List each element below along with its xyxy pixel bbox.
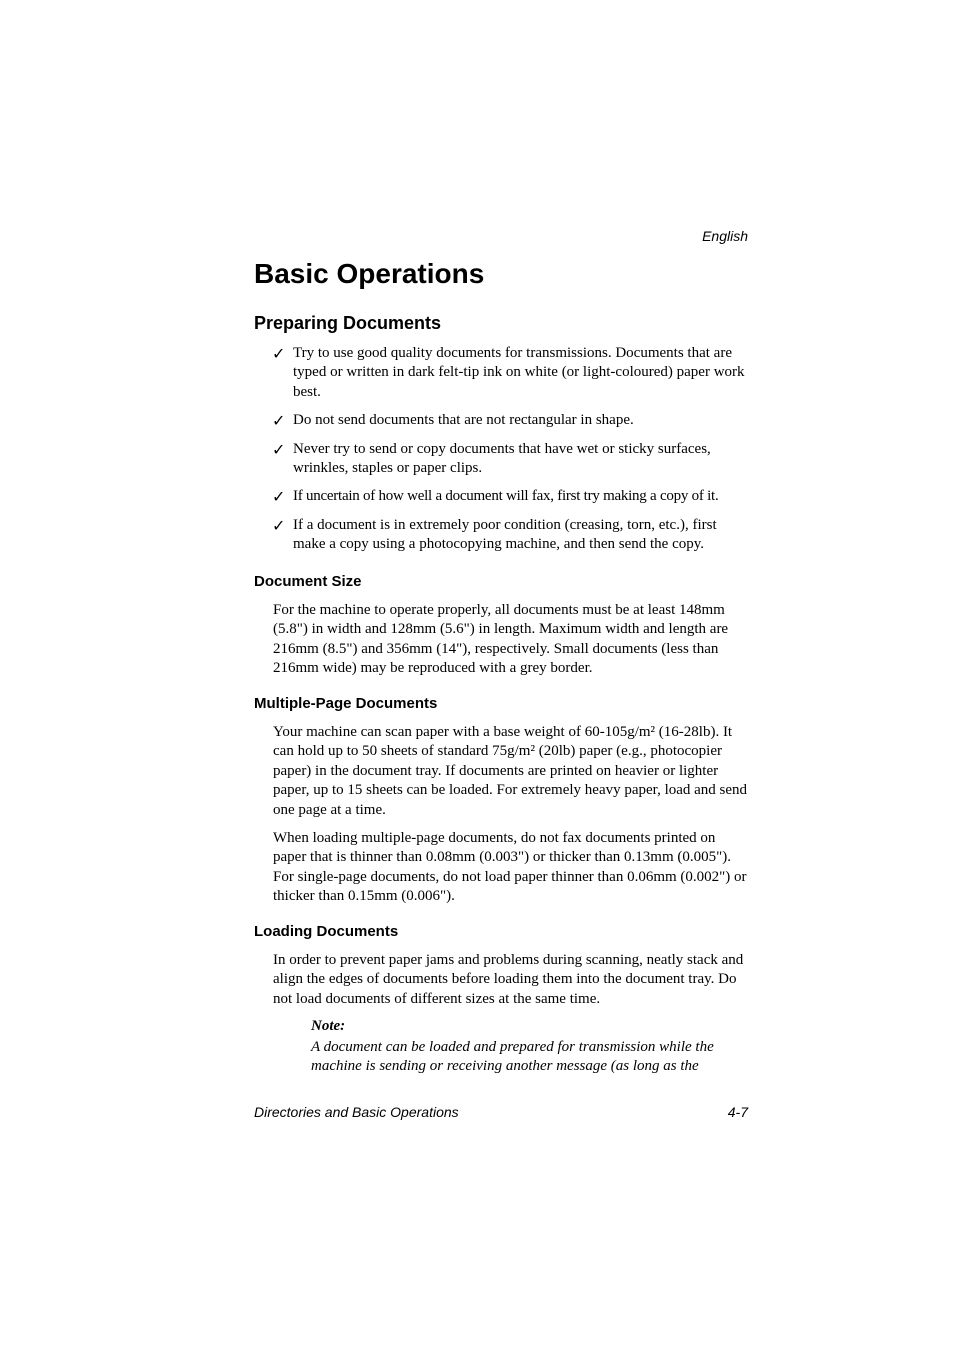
list-item-text: Try to use good quality documents for transmissions. Documents that are typed or written in dark felt-tip ink on white (or light-coloured) paper work best. xyxy=(293,345,745,400)
checkmark-icon: ✓ xyxy=(272,344,286,363)
footer-section-title: Directories and Basic Operations xyxy=(254,1104,459,1120)
checkmark-icon: ✓ xyxy=(272,487,286,507)
subheading-loading-documents: Loading Documents xyxy=(254,923,399,940)
language-label: English xyxy=(702,228,748,244)
list-item-text: Do not send documents that are not rectangular in shape. xyxy=(293,412,634,429)
subheading-document-size: Document Size xyxy=(254,573,362,590)
list-item-text: If uncertain of how well a document will fax, first try making a copy of it. xyxy=(293,488,719,505)
list-item xyxy=(254,440,748,479)
section-heading-preparing-documents: Preparing Documents xyxy=(254,313,442,333)
multiple-page-paragraph-1: Your machine can scan paper with a base weight of 60-105g/m² (16-28lb). It can hold up to 50 sheets of standard 75g/m² (20lb) paper (e.g., photocopier paper) in the document tray. If documents are printed on heavier or lighter paper, up to 15 sheets can be loaded. For extremely heavy paper, load and send one page at a time. xyxy=(273,724,748,818)
multiple-page-paragraph-2: When loading multiple-page documents, do not fax documents printed on paper that is thinner than 0.08mm (0.003") or thicker than 0.13mm (0.005"). For single-page documents, do not load paper thinner than 0.06mm (0.002") or thicker than 0.15mm (0.006"). xyxy=(273,830,747,905)
list-item-text: If a document is in extremely poor condition (creasing, torn, etc.), first make a copy using a photocopying machine, and then send the copy. xyxy=(293,516,717,553)
preparing-checklist xyxy=(254,344,748,564)
document-size-paragraph: For the machine to operate properly, all documents must be at least 148mm (5.8") in width and 128mm (5.6") in length. Maximum width and length are 216mm (8.5") and 356mm (14"), respectively. Small documents (less than 216mm wide) may be reproduced with a grey border. xyxy=(273,602,729,677)
checkmark-icon: ✓ xyxy=(272,439,286,459)
list-item xyxy=(254,487,748,506)
loading-paragraph: In order to prevent paper jams and problems during scanning, neatly stack and align the edges of documents before loading them into the document tray. Do not load documents of different sizes at the same time. xyxy=(273,952,744,1007)
footer-page-number: 4-7 xyxy=(727,1104,748,1120)
page-title: Basic Operations xyxy=(254,258,485,289)
list-item-text: Never try to send or copy documents that have wet or sticky surfaces, wrinkles, staples or paper clips. xyxy=(293,440,711,477)
list-item xyxy=(254,411,748,430)
note-text: A document can be loaded and prepared for transmission while the machine is sending or receiving another message (as long as the xyxy=(311,1039,714,1075)
note-label: Note: xyxy=(311,1018,346,1034)
subheading-multiple-page-documents: Multiple-Page Documents xyxy=(254,695,438,712)
list-item xyxy=(254,344,748,402)
list-item xyxy=(254,516,748,555)
checkmark-icon: ✓ xyxy=(272,515,286,535)
checkmark-icon: ✓ xyxy=(272,411,286,431)
